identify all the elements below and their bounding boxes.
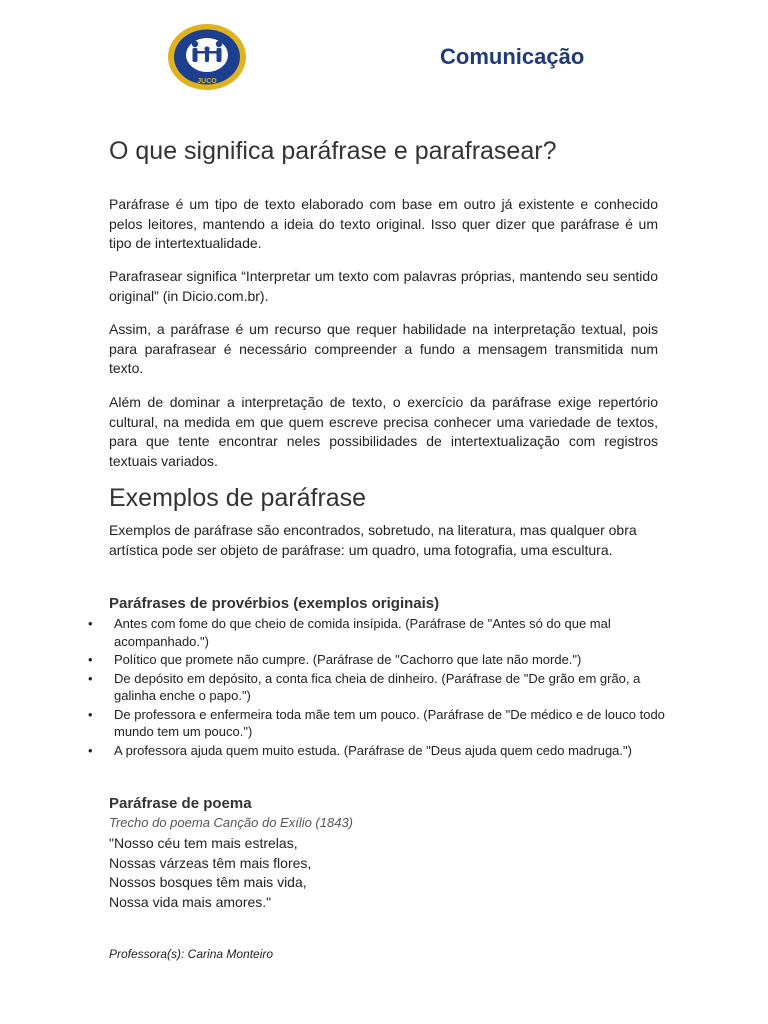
paragraph-definition: Paráfrase é um tipo de texto elaborado com base em outro já existente e conhecido pelos leitores, mantendo a ideia do texto original. Isso quer dizer que paráfrase é um tipo de intertextualidade. — [109, 196, 658, 251]
proverbs-heading: Paráfrases de provérbios (exemplos originais) — [109, 595, 440, 612]
proverbs-list — [86, 615, 666, 760]
bullet-icon: • — [88, 652, 93, 667]
poem-line: "Nosso céu tem mais estrelas, — [109, 835, 298, 851]
list-item: • Antes com fome do que cheio de comida insípida. (Paráfrase de "Antes só do que mal acompanhado.") — [88, 616, 611, 649]
bullet-icon: • — [88, 616, 93, 631]
poem-heading: Paráfrase de poema — [109, 795, 252, 812]
list-item: • De depósito em depósito, a conta fica cheia de dinheiro. (Paráfrase de "De grão em grão, a galinha enche o papo.") — [88, 670, 641, 703]
bullet-icon: • — [88, 670, 93, 686]
examples-heading: Exemplos de paráfrase — [109, 484, 367, 512]
paragraph-repertorio: Além de dominar a interpretação de texto, o exercício da paráfrase exige repertório cultural, na medida em que quem escreve precisa conhecer uma variedade de textos, para que tente encontrar neles possibilidades de intertextualização com registros textuais variados. — [109, 394, 658, 469]
subject-title: Comunicação — [440, 44, 585, 69]
list-item: • A professora ajuda quem muito estuda. (Paráfrase de "Deus ajuda quem cedo madruga.") — [88, 742, 632, 758]
paragraph-recurso: Assim, a paráfrase é um recurso que requer habilidade na interpretação textual, pois para parafrasear é necessário compreender a fundo a mensagem transmitida num texto. — [109, 321, 658, 376]
bullet-icon: • — [88, 706, 93, 722]
footer-teacher: Professora(s): Carina Monteiro — [109, 947, 274, 961]
poem-line: Nossos bosques têm mais vida, — [109, 874, 307, 890]
poem-line: Nossa vida mais amores." — [109, 893, 272, 910]
examples-intro: Exemplos de paráfrase são encontrados, sobretudo, na literatura, mas qualquer obra artística pode ser objeto de paráfrase: um quadro, uma fotografia, uma escultura. — [109, 522, 637, 558]
poem-line: Nossas várzeas têm mais flores, — [109, 854, 312, 871]
school-logo — [166, 22, 248, 92]
poem-caption: Trecho do poema Canção do Exílio (1843) — [109, 815, 354, 830]
paragraph-parafrasear: Parafrasear significa “Interpretar um texto com palavras próprias, mantendo seu sentido original” (in Dicio.com.br). — [109, 268, 658, 304]
poem-text — [109, 834, 311, 912]
bullet-icon: • — [88, 742, 93, 758]
svg-text:JUCO: JUCO — [197, 78, 217, 85]
list-item: • De professora e enfermeira toda mãe tem um pouco. (Paráfrase de "De médico e de louco todo mundo tem um pouco.") — [88, 706, 665, 739]
list-item: • Político que promete não cumpre. (Paráfrase de "Cachorro que late não morde.") — [88, 652, 582, 667]
page-title: O que significa paráfrase e parafrasear? — [109, 137, 557, 165]
